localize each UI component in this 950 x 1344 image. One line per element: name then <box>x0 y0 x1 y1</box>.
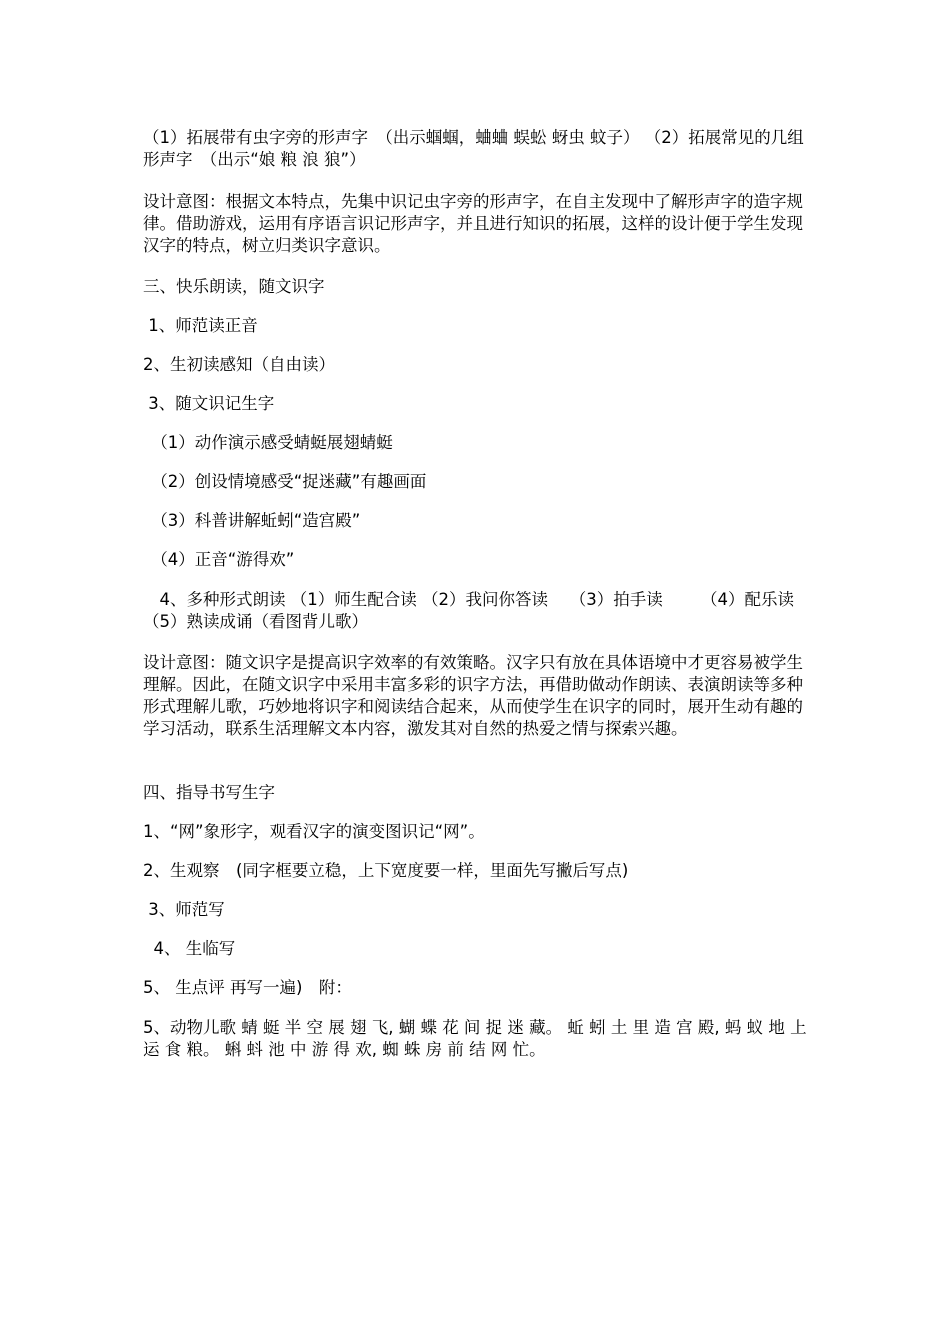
list-item: 1、“网”象形字，观看汉字的演变图识记“网”。 <box>143 822 485 841</box>
sub-list-item: （2）创设情境感受“捉迷藏”有趣画面 <box>143 472 427 491</box>
list-item: 5、 生点评 再写一遍) 附： <box>143 978 352 997</box>
sub-list-item: （4）正音“游得欢” <box>143 550 295 569</box>
paragraph-animal-rhyme: 5、动物儿歌 蜻 蜓 半 空 展 翅 飞, 蝴 蝶 花 间 捉 迷 藏。 蚯 蚓 土 里 造 宫 殿, 蚂 蚁 地 上 运 食 粮。 蝌 蚪 池 中 游 得 欢, 蜘 蛛 房 前 结 网 忙。 <box>143 1018 812 1059</box>
list-item: 3、随文识记生字 <box>143 394 275 413</box>
list-item: 4、 生临写 <box>143 939 236 958</box>
paragraph-design-intent-2: 设计意图：随文识字是提高识字效率的有效策略。汉字只有放在具体语境中才更容易被学生理解。因此，在随文识字中采用丰富多彩的识字方法，再借助做动作朗读、表演朗读等多种形式理解儿歌，巧妙地将识字和阅读结合起来，从而使学生在识字的同时，展开生动有趣的学习活动，联系生活理解文本内容，激发其对自然的热爱之情与探索兴趣。 <box>143 653 803 738</box>
list-item: 1、师范读正音 <box>143 316 258 335</box>
section-heading-3: 三、快乐朗读，随文识字 <box>143 277 325 296</box>
paragraph-extension: （1）拓展带有虫字旁的形声字 （出示蝈蝈，蛐蛐 蜈蚣 蚜虫 蚊子） （2）拓展常见的几组形声字 （出示“娘 粮 浪 狼”） <box>143 128 804 169</box>
section-heading-4: 四、指导书写生字 <box>143 783 275 802</box>
list-item: 2、生初读感知（自由读） <box>143 355 335 374</box>
paragraph-reading-forms: 4、多种形式朗读 （1）师生配合读 （2）我问你答读 （3）拍手读 （4）配乐读 （5）熟读成诵（看图背儿歌） <box>143 590 816 631</box>
sub-list-item: （1）动作演示感受蜻蜓展翅蜻蜓 <box>143 433 393 452</box>
list-item: 2、生观察 (同字框要立稳，上下宽度要一样，里面先写撇后写点) <box>143 861 629 880</box>
list-item: 3、师范写 <box>143 900 225 919</box>
paragraph-design-intent-1: 设计意图：根据文本特点，先集中识记虫字旁的形声字，在自主发现中了解形声字的造字规律。借助游戏，运用有序语言识记形声字，并且进行知识的拓展，这样的设计便于学生发现汉字的特点，树立归类识字意识。 <box>143 192 803 255</box>
sub-list-item: （3）科普讲解蚯蚓“造宫殿” <box>143 511 361 530</box>
